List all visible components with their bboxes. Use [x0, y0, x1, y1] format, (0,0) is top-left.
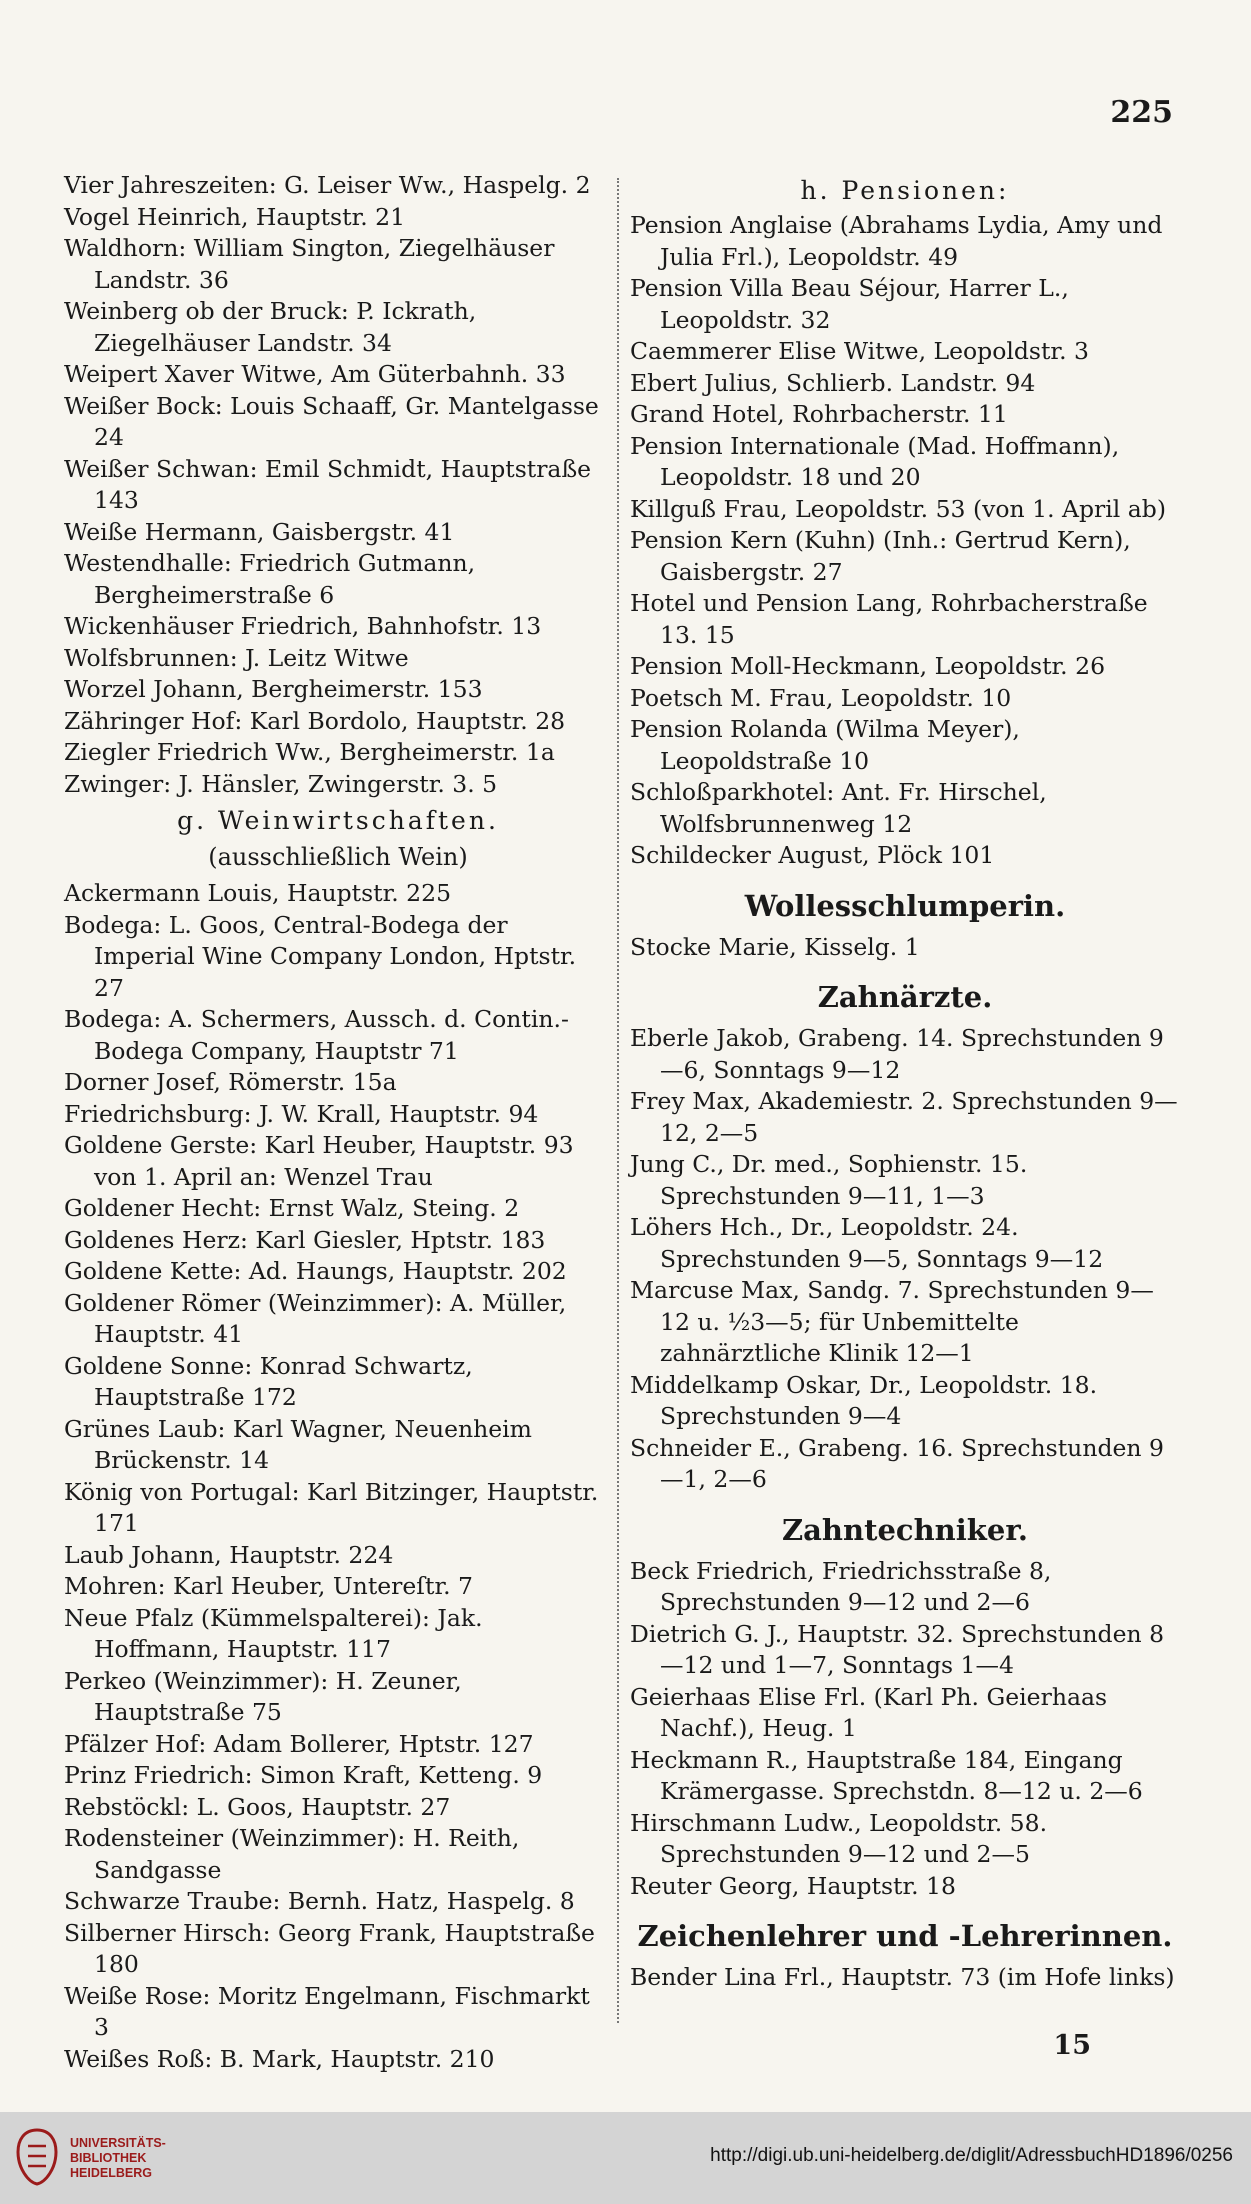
directory-entry: Pension Moll-Heckmann, Leopoldstr. 26: [630, 652, 1106, 680]
directory-entry: Heckmann R., Hauptstraße 184, Eingang Krämergasse. Sprechstdn. 8—12 u. 2—6: [630, 1745, 1143, 1805]
page-number: 225: [1110, 95, 1173, 130]
directory-entry: Ziegler Friedrich Ww., Bergheimerstr. 1a: [64, 738, 555, 766]
directory-entry: Pension Internationale (Mad. Hoffmann), Leopoldstr. 18 und 20: [630, 431, 1120, 491]
library-logo-text: [70, 2136, 166, 2181]
directory-entry: Weinberg ob der Bruck: P. Ickrath, Ziegelhäuser Landstr. 34: [64, 297, 477, 357]
logo-line-3: HEIDELBERG: [70, 2166, 152, 2180]
directory-entry: Reuter Georg, Hauptstr. 18: [630, 1871, 956, 1900]
library-seal-icon: [14, 2126, 60, 2188]
directory-entry: Friedrichsburg: J. W. Krall, Hauptstr. 94: [64, 1099, 539, 1128]
directory-entry: Jung C., Dr. med., Sophienstr. 15. Sprechstunden 9—11, 1—3: [630, 1150, 1028, 1210]
directory-entry: Bodega: L. Goos, Central-Bodega der Imperial Wine Company London, Hptstr. 27: [64, 910, 577, 1002]
directory-entry: Wickenhäuser Friedrich, Bahnhofstr. 13: [64, 612, 542, 640]
directory-entry: Dorner Josef, Römerstr. 15a: [64, 1068, 397, 1096]
footer-page-number: 15: [1053, 2030, 1091, 2061]
directory-entry: Middelkamp Oskar, Dr., Leopoldstr. 18. Sprechstunden 9—4: [630, 1370, 1098, 1430]
directory-entry: Geierhaas Elise Frl. (Karl Ph. Geierhaas Nachf.), Heug. 1: [630, 1682, 1108, 1742]
directory-entry: Laub Johann, Hauptstr. 224: [64, 1540, 394, 1569]
directory-entry: Pension Rolanda (Wilma Meyer), Leopoldstraße 10: [630, 715, 1020, 775]
directory-entry: Schildecker August, Plöck 101: [630, 841, 995, 869]
section-title-zeichenlehrer: Zeichenlehrer und -Lehrerinnen.: [637, 1919, 1173, 1953]
section-title-wollesschlumperin: Wollesschlumperin.: [744, 888, 1066, 923]
directory-entry: Zwinger: J. Hänsler, Zwingerstr. 3. 5: [64, 769, 498, 798]
directory-entry: Pension Kern (Kuhn) (Inh.: Gertrud Kern), Gaisbergstr. 27: [630, 526, 1131, 586]
directory-entry: Mohren: Karl Heuber, Untereſtr. 7: [64, 1572, 473, 1600]
directory-entry: Ebert Julius, Schlierb. Landstr. 94: [630, 368, 1036, 397]
directory-entry: Vogel Heinrich, Hauptstr. 21: [64, 202, 406, 231]
directory-entry: Pension Anglaise (Abrahams Lydia, Amy und Julia Frl.), Leopoldstr. 49: [630, 211, 1163, 271]
directory-entry: Weiße Rose: Moritz Engelmann, Fischmarkt 3: [64, 1981, 590, 2041]
directory-entry: Goldener Hecht: Ernst Walz, Steing. 2: [64, 1194, 520, 1222]
directory-entry: Neue Pfalz (Kümmelspalterei): Jak. Hoffmann, Hauptstr. 117: [64, 1603, 483, 1663]
directory-entry: Zähringer Hof: Karl Bordolo, Hauptstr. 28: [64, 706, 566, 735]
logo-line-2: BIBLIOTHEK: [70, 2151, 147, 2165]
directory-entry: Goldene Kette: Ad. Haungs, Hauptstr. 202: [64, 1257, 567, 1285]
section-title-pensionen: h. Pensionen:: [800, 176, 1010, 205]
directory-entry: Grünes Laub: Karl Wagner, Neuenheim Brückenstr. 14: [64, 1414, 532, 1474]
entry-list-zahnaerzte: [630, 1023, 1180, 1496]
left-column: [64, 170, 612, 2075]
directory-entry: Vier Jahreszeiten: G. Leiser Ww., Haspelg. 2: [64, 171, 591, 199]
directory-entry: Pension Villa Beau Séjour, Harrer L., Leopoldstr. 32: [630, 274, 1069, 334]
directory-entry: Killguß Frau, Leopoldstr. 53 (von 1. April ab): [630, 494, 1167, 523]
logo-line-1: UNIVERSITÄTS-: [70, 2136, 166, 2150]
directory-entry: Goldene Sonne: Konrad Schwartz, Hauptstraße 172: [64, 1351, 473, 1411]
directory-entry: Goldenes Herz: Karl Giesler, Hptstr. 183: [64, 1225, 546, 1254]
entry-list-zahntechniker: [630, 1556, 1180, 1903]
footer-bar: [0, 2112, 1251, 2204]
directory-entry: Caemmerer Elise Witwe, Leopoldstr. 3: [630, 337, 1089, 365]
directory-entry: Pfälzer Hof: Adam Bollerer, Hptstr. 127: [64, 1729, 534, 1758]
directory-entry: Hotel und Pension Lang, Rohrbacherstraße 13. 15: [630, 589, 1148, 649]
directory-entry: Weißer Schwan: Emil Schmidt, Hauptstraße 143: [64, 454, 592, 514]
entry-list-weinwirtschaften: [64, 878, 612, 2075]
directory-entry: Weipert Xaver Witwe, Am Güterbahnh. 33: [64, 360, 566, 388]
directory-entry: Hirschmann Ludw., Leopoldstr. 58. Sprechstunden 9—12 und 2—5: [630, 1808, 1048, 1868]
entry-list-pensionen: [630, 210, 1180, 872]
directory-entry: Weiße Hermann, Gaisbergstr. 41: [64, 517, 455, 546]
entry-list-wollesschlumperin: [630, 932, 1180, 964]
entry-list-taverns-end: [64, 170, 612, 800]
directory-entry: Bender Lina Frl., Hauptstr. 73 (im Hofe links): [630, 1963, 1175, 1991]
directory-entry: Löhers Hch., Dr., Leopoldstr. 24. Sprechstunden 9—5, Sonntags 9—12: [630, 1213, 1104, 1273]
directory-entry: Schwarze Traube: Bernh. Hatz, Haspelg. 8: [64, 1887, 575, 1915]
directory-entry: Marcuse Max, Sandg. 7. Sprechstunden 9—12 u. ½3—5; für Unbemittelte zahnärztliche Klinik 12—1: [630, 1276, 1154, 1367]
section-title-zahnaerzte: Zahnärzte.: [817, 980, 993, 1014]
directory-entry: Beck Friedrich, Friedrichsstraße 8, Sprechstunden 9—12 und 2—6: [630, 1556, 1052, 1616]
directory-entry: Silberner Hirsch: Georg Frank, Hauptstraße 180: [64, 1918, 595, 1978]
directory-entry: Bodega: A. Schermers, Aussch. d. Contin.-Bodega Company, Hauptstr 71: [64, 1005, 569, 1065]
directory-entry: Ackermann Louis, Hauptstr. 225: [64, 879, 452, 907]
directory-entry: Schloßparkhotel: Ant. Fr. Hirschel, Wolfsbrunnenweg 12: [630, 778, 1047, 838]
directory-entry: Dietrich G. J., Hauptstr. 32. Sprechstunden 8—12 und 1—7, Sonntags 1—4: [630, 1619, 1165, 1679]
section-title-zahntechniker: Zahntechniker.: [781, 1512, 1029, 1547]
source-url-link[interactable]: http://digi.ub.uni-heidelberg.de/diglit/AdressbuchHD1896/0256: [710, 2145, 1233, 2166]
directory-entry: Rodensteiner (Weinzimmer): H. Reith, Sandgasse: [64, 1824, 520, 1884]
section-subtitle-weinwirtschaften: (ausschließlich Wein): [208, 843, 468, 871]
directory-entry: Worzel Johann, Bergheimerstr. 153: [64, 675, 483, 703]
entry-list-zeichenlehrer: [630, 1962, 1180, 1994]
directory-entry: Schneider E., Grabeng. 16. Sprechstunden 9—1, 2—6: [630, 1433, 1164, 1493]
directory-entry: Goldene Gerste: Karl Heuber, Hauptstr. 93 von 1. April an: Wenzel Trau: [64, 1131, 574, 1191]
directory-entry: Frey Max, Akademiestr. 2. Sprechstunden 9—12, 2—5: [630, 1087, 1178, 1147]
directory-entry: Stocke Marie, Kisselg. 1: [630, 932, 920, 961]
directory-entry: Prinz Friedrich: Simon Kraft, Ketteng. 9: [64, 1761, 543, 1789]
directory-entry: Waldhorn: William Sington, Ziegelhäuser Landstr. 36: [64, 234, 555, 294]
directory-entry: Goldener Römer (Weinzimmer): A. Müller, Hauptstr. 41: [64, 1288, 567, 1348]
section-title-weinwirtschaften: g. Weinwirtschaften.: [177, 806, 499, 835]
directory-entry: König von Portugal: Karl Bitzinger, Hauptstr. 171: [64, 1477, 599, 1537]
directory-entry: Eberle Jakob, Grabeng. 14. Sprechstunden 9—6, Sonntags 9—12: [630, 1024, 1164, 1084]
directory-entry: Westendhalle: Friedrich Gutmann, Bergheimerstraße 6: [64, 549, 476, 609]
directory-entry: Weißes Roß: B. Mark, Hauptstr. 210: [64, 2044, 495, 2073]
directory-entry: Grand Hotel, Rohrbacherstr. 11: [630, 400, 1008, 428]
column-divider: [617, 178, 619, 2023]
right-column: [630, 170, 1180, 1994]
directory-entry: Perkeo (Weinzimmer): H. Zeuner, Hauptstraße 75: [64, 1666, 462, 1726]
directory-entry: Wolfsbrunnen: J. Leitz Witwe: [64, 643, 409, 672]
directory-entry: Poetsch M. Frau, Leopoldstr. 10: [630, 683, 1012, 712]
directory-entry: Weißer Bock: Louis Schaaff, Gr. Mantelgasse 24: [64, 391, 599, 451]
directory-entry: Rebstöckl: L. Goos, Hauptstr. 27: [64, 1792, 451, 1821]
